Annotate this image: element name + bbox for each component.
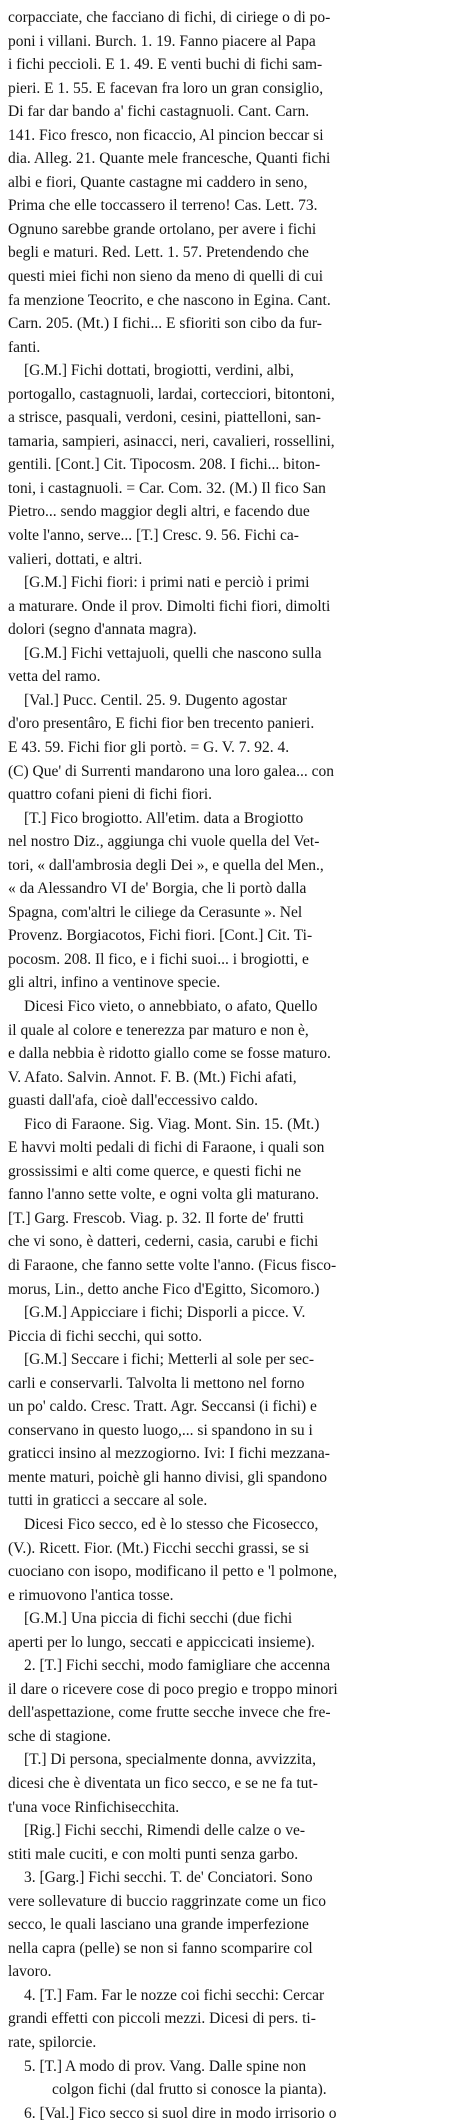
- text-line: (V.). Ricett. Fior. (Mt.) Ficchi secchi grassi, se si: [8, 1539, 310, 1557]
- text-line: che vi sono, è datteri, cederni, casia, carubi e fichi: [8, 1233, 319, 1251]
- text-line: 6. [Val.] Fico secco si suol dire in modo irrisorio o: [24, 2104, 337, 2122]
- text-line: Ognuno sarebbe grande ortolano, per avere i fichi: [8, 220, 317, 238]
- text-line: il dare o ricevere cose di poco pregio e troppo minori: [8, 1680, 338, 1698]
- text-line: Pietro... sendo maggior degli altri, e facendo due: [8, 503, 310, 521]
- text-line: e dalla nebbia è ridotto giallo come se fosse maturo.: [8, 1045, 331, 1063]
- text-line: grossissimi e alti come querce, e questi fichi ne: [8, 1162, 302, 1180]
- text-line: [T.] Fico brogiotto. All'etim. data a Brogiotto: [24, 809, 304, 827]
- text-line: fanno l'anno sette volte, e ogni volta gli maturano.: [8, 1186, 319, 1204]
- text-line: colgon fichi (dal frutto si conosce la pianta).: [52, 2081, 327, 2099]
- text-line: tori, « dall'ambrosia degli Dei », e quella del Men.,: [8, 856, 324, 874]
- text-line: [G.M.] Fichi fiori: i primi nati e perciò i primi: [24, 574, 310, 592]
- text-line: 5. [T.] A modo di prov. Vang. Dalle spine non: [24, 2057, 307, 2075]
- text-line: pocosm. 208. Il fico, e i fichi suoi... i brogiotti, e: [8, 950, 309, 968]
- text-line: morus, Lin., detto anche Fico d'Egitto, Sicomoro.): [8, 1280, 320, 1298]
- text-line: Piccia di fichi secchi, qui sotto.: [8, 1327, 203, 1345]
- text-line: cuociano con isopo, modificano il petto e 'l polmone,: [8, 1563, 338, 1581]
- text-line: pieri. E 1. 55. E facevan fra loro un gran consiglio,: [8, 79, 324, 97]
- text-line: lavoro.: [8, 1963, 52, 1981]
- text-line: 4. [T.] Fam. Far le nozze coi fichi secchi: Cercar: [24, 1986, 325, 2004]
- text-line: un po' caldo. Cresc. Tratt. Agr. Seccansi (i fichi) e: [8, 1398, 317, 1416]
- text-line: toni, i castagnuoli. = Car. Com. 32. (M.) Il fico San: [8, 479, 326, 497]
- text-line: albi e fiori, Quante castagne mi caddero in seno,: [8, 173, 308, 191]
- text-line: rate, spilorcie.: [8, 2034, 97, 2052]
- text-line: (C) Que' di Surrenti mandarono una loro galea... con: [8, 762, 335, 780]
- text-line: mente maturi, poichè gli hanno divisi, gli spandono: [8, 1468, 327, 1486]
- text-line: poni i villani. Burch. 1. 19. Fanno piacere al Papa: [8, 32, 316, 50]
- text-line: quattro cofani pieni di fichi fiori.: [8, 786, 213, 804]
- text-line: 3. [Garg.] Fichi secchi. T. de' Conciatori. Sono: [24, 1869, 313, 1887]
- text-line: E havvi molti pedali di fichi di Faraone, i quali son: [8, 1139, 325, 1157]
- text-line: [T.] Garg. Frescob. Viag. p. 32. Il forte de' frutti: [8, 1209, 304, 1227]
- text-line: questi miei fichi non sieno da meno di quelli di cui: [8, 268, 324, 286]
- text-line: Spagna, com'altri le ciliege da Cerasunte ». Nel: [8, 903, 303, 921]
- text-line: corpacciate, che facciano di fichi, di ciriege o di po-: [8, 9, 331, 26]
- text-line: E 43. 59. Fichi fior gli portò. = G. V. 7. 92. 4.: [8, 738, 290, 756]
- text-line: dolori (segno d'annata magra).: [8, 621, 197, 639]
- text-line: Dicesi Fico vieto, o annebbiato, o afato, Quello: [24, 997, 318, 1015]
- text-line: [G.M.] Seccare i fichi; Metterli al sole per sec-: [24, 1351, 315, 1369]
- text-line: secco, le quali lasciano una grande imperfezione: [8, 1916, 309, 1934]
- text-line: stiti male cuciti, e con molti punti senza garbo.: [8, 1845, 299, 1863]
- text-line: il quale al colore e tenerezza par maturo e non è,: [8, 1021, 309, 1039]
- text-line: 141. Fico fresco, non ficaccio, Al pincion beccar si: [8, 126, 324, 144]
- text-line: i fichi peccioli. E 1. 49. E venti buchi di fichi sam-: [8, 56, 323, 74]
- text-line: fa menzione Teocrito, e che nascono in Egina. Cant.: [8, 291, 331, 309]
- text-line: portogallo, castagnuoli, lardai, cortecciori, bitontoni,: [8, 385, 335, 403]
- text-line: a maturare. Onde il prov. Dimolti fichi fiori, dimolti: [8, 597, 331, 615]
- text-line: d'oro presentâro, E fichi fior ben trecento panieri.: [8, 715, 315, 733]
- text-line: V. Afato. Salvin. Annot. F. B. (Mt.) Fichi afati,: [8, 1068, 297, 1086]
- text-line: [Rig.] Fichi secchi, Rimendi delle calze o ve-: [24, 1822, 306, 1840]
- text-line: valieri, dottati, e altri.: [8, 550, 143, 568]
- text-line: vere sollevature di buccio raggrinzate come un fico: [8, 1892, 327, 1910]
- text-line: Fico di Faraone. Sig. Viag. Mont. Sin. 15. (Mt.): [24, 1115, 320, 1133]
- text-line: fanti.: [8, 338, 41, 356]
- text-line: a strisce, pasquali, verdoni, cesini, piattelloni, san-: [8, 409, 321, 427]
- text-line: volte l'anno, serve... [T.] Cresc. 9. 56. Fichi ca-: [8, 527, 299, 545]
- text-line: [G.M.] Una piccia di fichi secchi (due fichi: [24, 1610, 293, 1628]
- text-line: nel nostro Diz., aggiunga chi vuole quella del Vet-: [8, 833, 320, 851]
- text-line: graticci insino al mezzogiorno. Ivi: I fichi mezzana-: [8, 1445, 330, 1463]
- text-line: begli e maturi. Red. Lett. 1. 57. Pretendendo che: [8, 244, 309, 262]
- text-line: Prima che elle toccassero il terreno! Cas. Lett. 73.: [8, 197, 318, 215]
- text-line: tutti in graticci a seccare al sole.: [8, 1492, 208, 1510]
- text-line: e rimuovono l'antica tosse.: [8, 1586, 174, 1604]
- text-line: gli altri, infino a ventinove specie.: [8, 974, 221, 992]
- text-line: dicesi che è diventata un fico secco, e se ne fa tut-: [8, 1775, 318, 1793]
- text-line: dia. Alleg. 21. Quante mele francesche, Quanti fichi: [8, 150, 331, 168]
- text-line: tamaria, sampieri, asinacci, neri, cavalieri, rossellini,: [8, 432, 335, 450]
- text-line: « da Alessandro VI de' Borgia, che li portò dalla: [8, 880, 307, 898]
- text-line: Carn. 205. (Mt.) I fichi... E sfioriti son cibo da fur-: [8, 315, 322, 333]
- text-line: Dicesi Fico secco, ed è lo stesso che Ficosecco,: [24, 1516, 319, 1533]
- text-line: [G.M.] Fichi dottati, brogiotti, verdini, albi,: [24, 362, 294, 380]
- text-line: aperti per lo lungo, seccati e appiccicati insieme).: [8, 1633, 315, 1651]
- text-line: 2. [T.] Fichi secchi, modo famigliare che accenna: [24, 1657, 331, 1675]
- text-line: Provenz. Borgiacotos, Fichi fiori. [Cont.] Cit. Ti-: [8, 927, 313, 945]
- text-line: conservano in questo luogo,... si spandono in su i: [8, 1421, 313, 1439]
- text-line: t'una voce Rinfichisecchita.: [8, 1798, 180, 1816]
- text-line: dell'aspettazione, come frutte secche invece che fre-: [8, 1704, 331, 1722]
- text-line: di Faraone, che fanno sette volte l'anno. (Ficus fisco-: [8, 1256, 337, 1274]
- text-line: [G.M.] Fichi vettajuoli, quelli che nascono sulla: [24, 644, 322, 662]
- text-line: nella capra (pelle) se non si fanno scomparire col: [8, 1939, 313, 1957]
- text-line: [G.M.] Appicciare i fichi; Disporli a picce. V.: [24, 1304, 306, 1322]
- text-line: grandi effetti con piccoli mezzi. Dicesi di pers. ti-: [8, 2010, 316, 2028]
- text-line: sche di stagione.: [8, 1727, 111, 1745]
- text-line: vetta del ramo.: [8, 668, 101, 686]
- text-line: carli e conservarli. Talvolta li mettono nel forno: [8, 1374, 305, 1392]
- text-line: gentili. [Cont.] Cit. Tipocosm. 208. I fichi... biton-: [8, 456, 321, 474]
- text-line: guasti dall'afa, cioè dall'eccessivo caldo.: [8, 1092, 259, 1110]
- text-line: [T.] Di persona, specialmente donna, avvizzita,: [24, 1751, 316, 1769]
- text-line: [Val.] Pucc. Centil. 25. 9. Dugento agostar: [24, 691, 288, 709]
- text-line: Di far dar bando a' fichi castagnuoli. Cant. Carn.: [8, 103, 310, 121]
